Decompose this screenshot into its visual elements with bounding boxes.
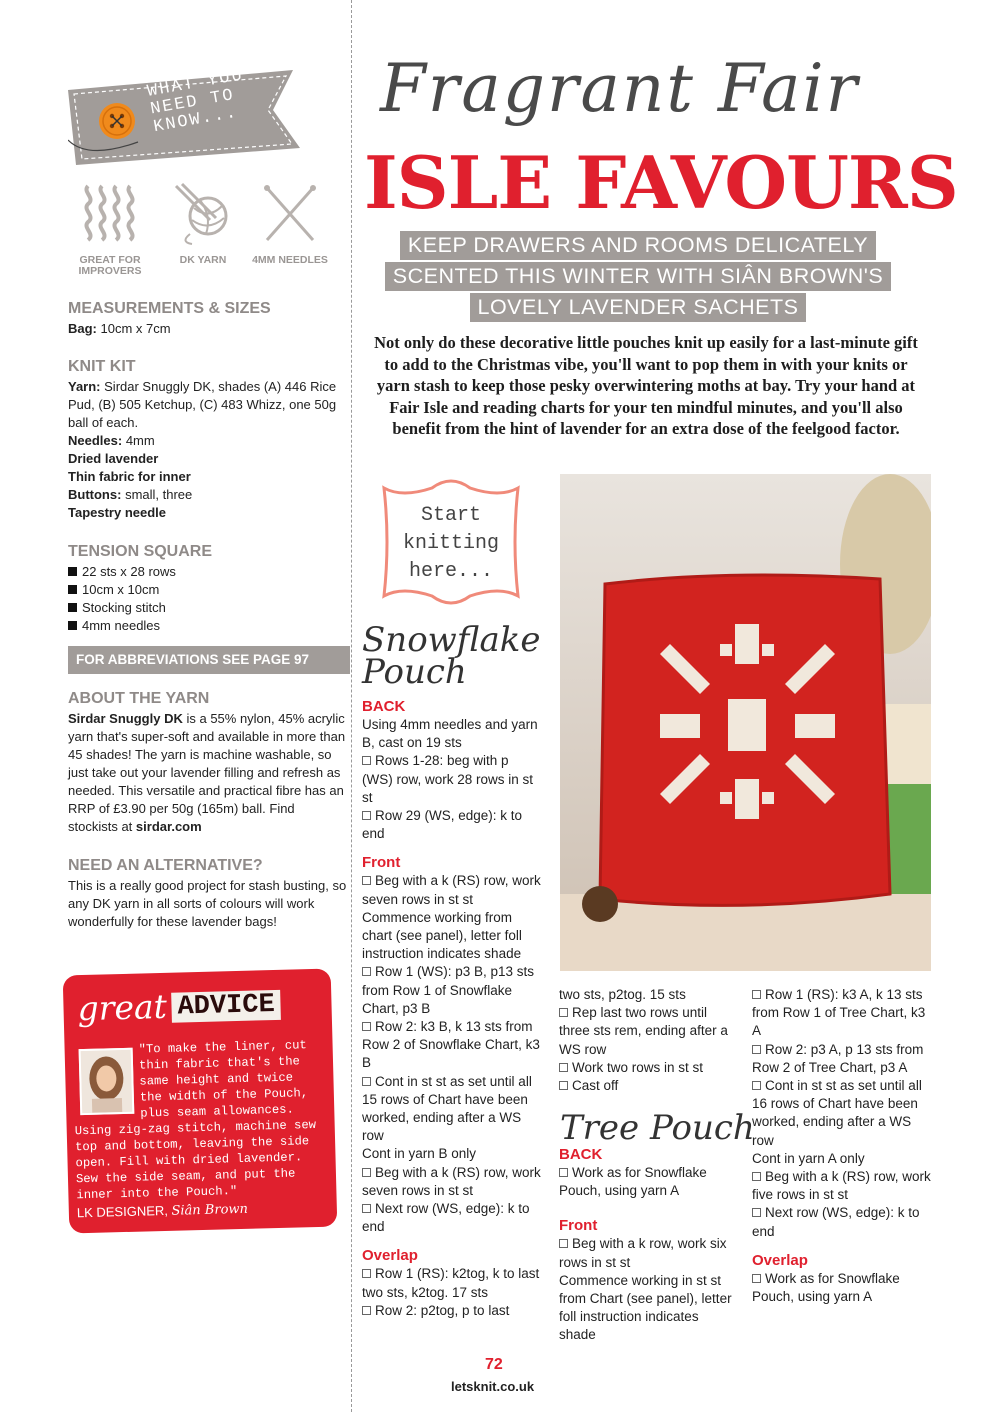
knit-stitch-icon — [78, 180, 142, 246]
step-text: Beg with a k (RS) row, work seven rows in st st — [362, 873, 541, 907]
step-text: Row 2: p2tog, p to last — [375, 1302, 510, 1318]
quote-line: plus seam allowances. — [140, 1102, 295, 1121]
buttons-label: Buttons: — [68, 487, 122, 502]
yarn-ball-icon — [170, 180, 236, 246]
icon-caption: GREAT FOR IMPROVERS — [78, 254, 142, 277]
bag-label: Bag: — [68, 321, 97, 336]
checkbox[interactable] — [559, 1168, 568, 1177]
step-text: Cast off — [572, 1078, 619, 1094]
back-heading: BACK — [559, 1146, 603, 1163]
measurements-section — [68, 300, 348, 338]
checkbox[interactable] — [362, 1168, 371, 1177]
checkbox[interactable] — [559, 1239, 568, 1248]
overlap-heading: Overlap — [752, 1251, 808, 1269]
tension-item: 22 sts x 28 rows — [82, 564, 176, 579]
title-line-1: Fragrant Fair — [380, 50, 860, 127]
checkbox[interactable] — [362, 876, 371, 885]
title-line-2: ISLE FAVOURS — [364, 140, 958, 225]
snowflake-title-line: Pouch — [362, 652, 467, 692]
subhead-line: LOVELY LAVENDER SACHETS — [470, 293, 807, 322]
checkbox[interactable] — [362, 1306, 371, 1315]
icon-caption: 4MM NEEDLES — [252, 254, 328, 266]
checkbox[interactable] — [752, 1208, 761, 1217]
checkbox[interactable] — [362, 1204, 371, 1213]
alternative-text: This is a really good project for stash busting, so any DK yarn in all sorts of colours will work wonderfully for these lavender bags! — [68, 878, 347, 929]
step-text: Rep last two rows until three sts rem, ending after a WS row — [559, 1005, 728, 1057]
snowflake-title-line: Snowflake — [362, 620, 541, 660]
start-line: knitting — [402, 532, 499, 555]
alternative-section — [68, 857, 348, 931]
about-yarn-heading: ABOUT THE YARN — [68, 690, 210, 707]
checkbox[interactable] — [752, 1045, 761, 1054]
start-line: Start — [420, 504, 481, 527]
snowflake-pouch-photo — [560, 474, 931, 971]
tension-section — [68, 543, 348, 635]
overlap-heading: Overlap — [362, 1247, 418, 1265]
4mm-needles — [250, 180, 330, 266]
step-text: Beg with a k (RS) row, work five rows in st st — [752, 1169, 931, 1203]
front-heading: Front — [559, 1217, 598, 1235]
advice-quote — [72, 1037, 328, 1204]
checkbox[interactable] — [752, 990, 761, 999]
designer-name: Siân Brown — [171, 1201, 249, 1219]
checkbox[interactable] — [752, 1172, 761, 1181]
skill-icons — [70, 180, 340, 280]
kit-item: Dried lavender — [68, 451, 159, 466]
yarn-name: Sirdar Snuggly DK — [68, 711, 183, 726]
about-yarn-section — [68, 690, 348, 836]
quote-line: "To make the liner, cut — [138, 1038, 307, 1057]
tree-column — [559, 1145, 739, 1345]
measurements-heading: MEASUREMENTS & SIZES — [68, 300, 271, 317]
back-heading: BACK — [362, 698, 406, 715]
tension-item: Stocking stitch — [82, 600, 166, 615]
sirdar-link[interactable]: sirdar.com — [135, 819, 202, 834]
great-label: great — [77, 986, 168, 1029]
front-heading: Front — [362, 854, 401, 872]
checkbox[interactable] — [752, 1081, 761, 1090]
checkbox[interactable] — [362, 1022, 371, 1031]
step-text: Row 2: k3 B, k 13 sts from Row 2 of Snowflake Chart, k3 B — [362, 1019, 540, 1071]
bag-size: 10cm x 7cm — [100, 321, 171, 336]
alternative-heading: NEED AN ALTERNATIVE? — [68, 857, 263, 874]
kit-item: Tapestry needle — [68, 505, 167, 520]
tree-title: Tree Pouch — [560, 1108, 755, 1148]
step-text: Commence working in st st from Chart (see panel), letter foll instruction indicates shade — [559, 1272, 732, 1343]
advice-label: ADVICE — [171, 990, 281, 1023]
start-knitting-label — [362, 474, 540, 610]
checkbox[interactable] — [362, 756, 371, 765]
bullet-square — [68, 585, 77, 594]
yarn-description: is a 55% nylon, 45% acrylic yarn that's super-soft and available in more than 45 shades! The yarn is machine washable, so just take out your lavender filling and refresh as needed. This versatile and practical fibre has an RRP of £3.90 per 50g (165m) ball. Find stockists at — [68, 711, 346, 834]
bullet-square — [68, 567, 77, 576]
designer-credit — [77, 1201, 248, 1221]
step-text: Work as for Snowflake Pouch, using yarn A — [752, 1270, 900, 1305]
intro-paragraph: Not only do these decorative little pouches knit up easily for a last-minute gift to add to the Christmas vibe, you'll want to pop them in with your knits or yarn stash to keep those pesky overwintering moths at bay. Try your hand at Fair Isle and reading charts for your ten mindful minutes, and you'll also benefit from the hint of lavender for an extra dose of the feelgood factor. — [374, 333, 918, 439]
bullet-square — [68, 621, 77, 630]
step-text: Next row (WS, edge): k to end — [752, 1205, 920, 1239]
start-line: here... — [408, 560, 493, 583]
checkbox[interactable] — [559, 1063, 568, 1072]
checkbox[interactable] — [559, 1081, 568, 1090]
snowflake-title — [362, 620, 541, 692]
checkbox[interactable] — [362, 811, 371, 820]
step-text: Work two rows in st st — [572, 1059, 704, 1075]
checkbox[interactable] — [362, 1077, 371, 1086]
great-advice-box — [63, 969, 338, 1234]
banner-text: WHAT YOU NEED TO KNOW... — [145, 66, 246, 138]
step-text: Next row (WS, edge): k to end — [362, 1201, 530, 1235]
what-you-need-banner — [68, 66, 298, 158]
quote-rest: Using zig-zag stitch, machine sew top and bottom, leaving the side open. Fill with dried lavender. Sew the side seam, and put the inner into the Pouch." — [74, 1117, 317, 1203]
step-text: Beg with a k (RS) row, work seven rows in st st — [362, 1164, 541, 1198]
step-text: Row 1 (RS): k3 A, k 13 sts from Row 1 of Tree Chart, k3 A — [752, 987, 926, 1039]
checkbox[interactable] — [752, 1274, 761, 1283]
yarn-value: Sirdar Snuggly DK, shades (A) 446 Rice Pud, (B) 505 Ketchup, (C) 483 Whizz, one 50g ball of each. — [68, 379, 337, 430]
step-text: Cont in yarn A only — [752, 1150, 865, 1166]
checkbox[interactable] — [559, 1008, 568, 1017]
step-text: Commence working from chart (see panel), letter foll instruction indicates shade — [362, 909, 522, 962]
step-text: Cont in st st as set until all 15 rows of Chart have been worked, ending after a WS row — [362, 1073, 532, 1144]
step-text: Rows 1-28: beg with p (WS) row, work 28 rows in st st — [362, 753, 534, 805]
designer-label: LK DESIGNER, — [76, 1202, 169, 1221]
bullet-square — [68, 603, 77, 612]
tension-heading: TENSION SQUARE — [68, 543, 213, 560]
knit-kit-heading: KNIT KIT — [68, 358, 136, 375]
yarn-label: Yarn: — [68, 379, 101, 394]
overlap-continued-column — [559, 986, 739, 1095]
step-text: Row 1 (RS): k2tog, k to last two sts, k2tog. 17 sts — [362, 1266, 540, 1300]
kit-item: Thin fabric for inner — [68, 469, 191, 484]
step-text: Row 29 (WS, edge): k to end — [362, 808, 523, 842]
step-text: Cont in yarn B only — [362, 1146, 477, 1162]
quote-line: thin fabric that's the — [138, 1054, 301, 1073]
step-text: Cont in st st as set until all 16 rows of Chart have been worked, ending after a WS row — [752, 1078, 922, 1148]
tension-item: 10cm x 10cm — [82, 582, 160, 597]
page-number: 72 — [485, 1356, 503, 1373]
snowflake-column — [362, 697, 542, 1320]
step-text: Row 1 (WS): p3 B, p13 sts from Row 1 of Snowflake Chart, p3 B — [362, 964, 535, 1016]
buttons-value: small, three — [125, 487, 193, 502]
step-text: Row 2: p3 A, p 13 sts from Row 2 of Tree Chart, p3 A — [752, 1041, 924, 1075]
needles-icon — [257, 180, 323, 246]
needles-label: Needles: — [68, 433, 123, 448]
quote-line: the width of the Pouch, — [139, 1086, 309, 1105]
step-text: two sts, p2tog. 15 sts — [559, 987, 686, 1002]
step-text: Beg with a k row, work six rows in st st — [559, 1236, 727, 1270]
checkbox[interactable] — [362, 1269, 371, 1278]
site-url[interactable]: letsknit.co.uk — [451, 1379, 535, 1394]
checkbox[interactable] — [362, 967, 371, 976]
quote-line: same height and twice — [139, 1070, 294, 1089]
icon-caption: DK YARN — [179, 254, 227, 266]
knit-kit-section — [68, 358, 348, 522]
column-divider — [351, 0, 352, 1412]
button-icon — [96, 100, 138, 142]
great-for-improvers — [70, 180, 150, 277]
tension-item: 4mm needles — [82, 618, 161, 633]
subheading — [383, 230, 893, 323]
subhead-line: KEEP DRAWERS AND ROOMS DELICATELY — [400, 231, 876, 260]
step-text: Work as for Snowflake Pouch, using yarn A — [559, 1165, 707, 1199]
tree-column-3 — [752, 986, 932, 1306]
needles-value: 4mm — [125, 433, 155, 448]
dk-yarn — [163, 180, 243, 266]
back-intro: Using 4mm needles and yarn B, cast on 19 sts — [362, 717, 538, 751]
subhead-line: SCENTED THIS WINTER WITH SIÂN BROWN'S — [385, 262, 891, 291]
abbreviations-bar: FOR ABBREVIATIONS SEE PAGE 97 — [68, 646, 350, 674]
